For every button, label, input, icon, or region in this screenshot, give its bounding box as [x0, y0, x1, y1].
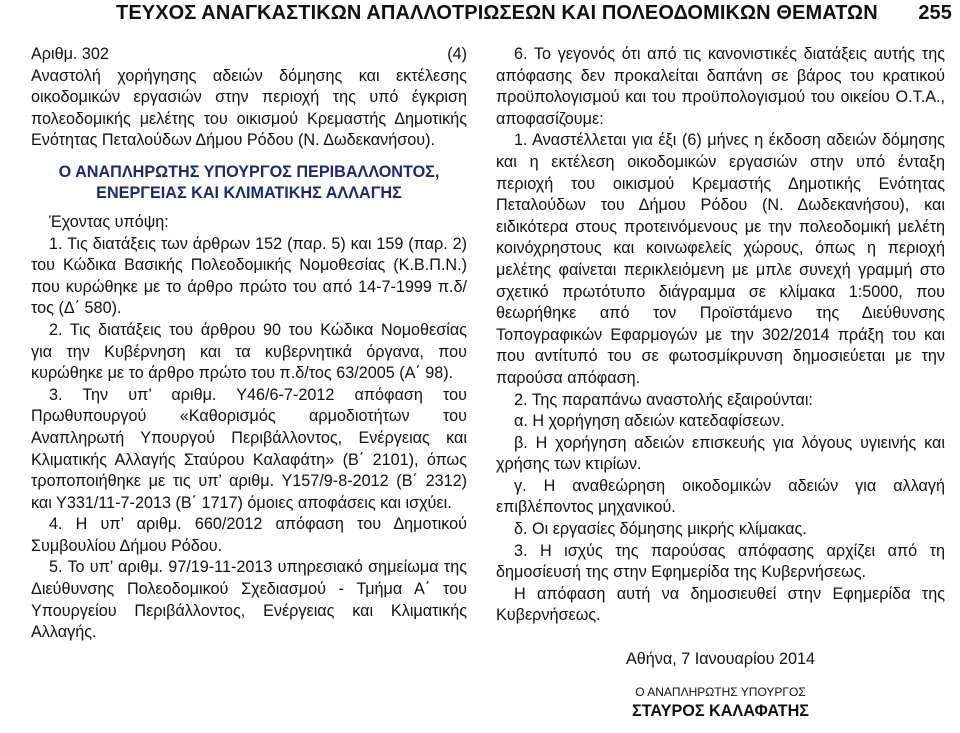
considering-item: 4. Η υπ’ αριθμ. 660/2012 απόφαση του Δημοτικού Συμβουλίου Δήμου Ρόδου. [31, 515, 467, 555]
right-column [496, 44, 945, 722]
page-number: 255 [918, 2, 952, 24]
considering-item: 6. Το γεγονός ότι από τις κανονιστικές διατάξεις αυτής της απόφασης δεν προκαλείται δαπάνη σε βάρος του κρατικού προϋπολογισμού και του προϋπολογισμού του οικείου Ο.Τ.Α., αποφασίζουμε: [496, 45, 945, 128]
considering-label: Έχοντας υπόψη: [49, 212, 169, 231]
page-header [116, 2, 956, 30]
decision-item: β. Η χορήγηση αδειών επισκευής για λόγους υγιεινής και χρήσης των κτιρίων. [496, 433, 945, 474]
signer-name: ΣΤΑΥΡΟΣ ΚΑΛΑΦΑΤΗΣ [632, 701, 809, 720]
decision-item: δ. Οι εργασίες δόμησης μικρής κλίμακας. [514, 520, 807, 539]
publication-clause: Η απόφαση αυτή να δημοσιευθεί στην Εφημερίδα της Κυβερνήσεως. [496, 584, 945, 625]
decision-item: 2. Της παραπάνω αναστολής εξαιρούνται: [514, 390, 813, 409]
decision-subject: Αναστολή χορήγησης αδειών δόμησης και εκτέλεσης οικοδομικών εργασιών στην περιοχή της υπό έγκριση πολεοδομικής μελέτης του οικισμού Κρεμαστής Δημοτικής Ενότητας Πεταλούδων Δήμου Ρόδου (Ν. Δωδεκανήσου). [31, 66, 467, 150]
decision-number: Αριθμ. 302 [31, 45, 109, 63]
left-column [31, 44, 467, 644]
place-date: Αθήνα, 7 Ιανουαρίου 2014 [625, 650, 816, 669]
issue-title: ΤΕΥΧΟΣ ΑΝΑΓΚΑΣΤΙΚΩΝ ΑΠΑΛΛΟΤΡΙΩΣΕΩΝ ΚΑΙ ΠΟΛΕΟΔΟΜΙΚΩΝ ΘΕΜΑΤΩΝ [116, 2, 878, 24]
considering-item: 5. Το υπ’ αριθμ. 97/19-11-2013 υπηρεσιακό σημείωμα της Διεύθυνσης Πολεοδομικού Σχεδιασμού - Τμήμα Α΄ του Υπουργείου Περιβάλλοντος, Ενέργειας και Κλιματικής Αλλαγής. [31, 558, 467, 642]
authority-heading: Ο ΑΝΑΠΛΗΡΩΤΗΣ ΥΠΟΥΡΓΟΣ ΠΕΡΙΒΑΛΛΟΝΤΟΣ, ΕΝΕΡΓΕΙΑΣ ΚΑΙ ΚΛΙΜΑΤΙΚΗΣ ΑΛΛΑΓΗΣ [58, 162, 440, 202]
decision-item: 3. Η ισχύς της παρούσας απόφασης αρχίζει από τη δημοσίευσή της στην Εφημερίδα της Κυβερνήσεως. [496, 541, 945, 582]
decision-item: 1. Αναστέλλεται για έξι (6) μήνες η έκδοση αδειών δόμησης και η εκτέλεση οικοδομικών εργασιών στην υπό ένταξη περιοχή του οικισμού Κρεμαστής Δημοτικής Ενότητας Πεταλούδων του Δήμου Ρόδου (Ν. Δωδεκανήσου), και ειδικότερα στους προτεινόμενους με την πολεοδομική μελέτη κοινόχρηστους και κοινωφελείς χώρους, όπως η περιοχή μελέτης φαίνεται περικλειόμενη με μπλε συνεχή γραμμή στο σχετικό πρωτότυπο διάγραμμα σε κλίμακα 1:5000, που θεωρήθηκε από τον Προϊστάμενο της Διεύθυνσης Τοπογραφικών Εφαρμογών με την 302/2014 πράξη του και που αντίτυπό του σε φωτοσμίκρυνση δημοσιεύεται με την παρούσα απόφαση. [496, 131, 945, 387]
signature-spacer [496, 627, 945, 649]
signer-title: Ο ΑΝΑΠΛΗΡΩΤΗΣ ΥΠΟΥΡΓΟΣ [635, 684, 806, 699]
decision-item: γ. Η αναθεώρηση οικοδομικών αδειών για αλλαγή επιβλέποντος μηχανικού. [496, 476, 945, 517]
decision-marker: (4) [447, 45, 467, 63]
decision-number-row [31, 44, 467, 66]
considering-item: 1. Τις διατάξεις των άρθρων 152 (παρ. 5) και 159 (παρ. 2) του Κώδικα Βασικής Πολεοδομικής Νομοθεσίας (Κ.Β.Π.Ν.) που κυρώθηκε με το άρθρο πρώτο του από 14-7-1999 π.δ/τος (Δ΄ 580). [31, 234, 467, 318]
decision-item: α. Η χορήγηση αδειών κατεδαφίσεων. [514, 412, 785, 431]
considering-item: 3. Την υπ’ αριθμ. Υ46/6-7-2012 απόφαση του Πρωθυπουργού «Καθορισμός αρμοδιοτήτων του Αναπληρωτή Υπουργού Περιβάλλοντος, Ενέργειας και Κλιματικής Αλλαγής Σταύρου Καλαφάτη» (Β΄ 2101), όπως τροποποιήθηκε με τις υπ’ αριθμ. Υ157/9-8-2012 (Β΄ 2312) και Υ331/11-7-2013 (Β΄ 1717) όμοιες αποφάσεις και ισχύει. [31, 385, 467, 512]
considering-item: 2. Τις διατάξεις του άρθρου 90 του Κώδικα Νομοθεσίας για την Κυβέρνηση και τα κυβερνητικά όργανα, που κυρώθηκε με το άρθρο πρώτο του π.δ/τος 63/2005 (Α΄ 98). [31, 320, 467, 383]
